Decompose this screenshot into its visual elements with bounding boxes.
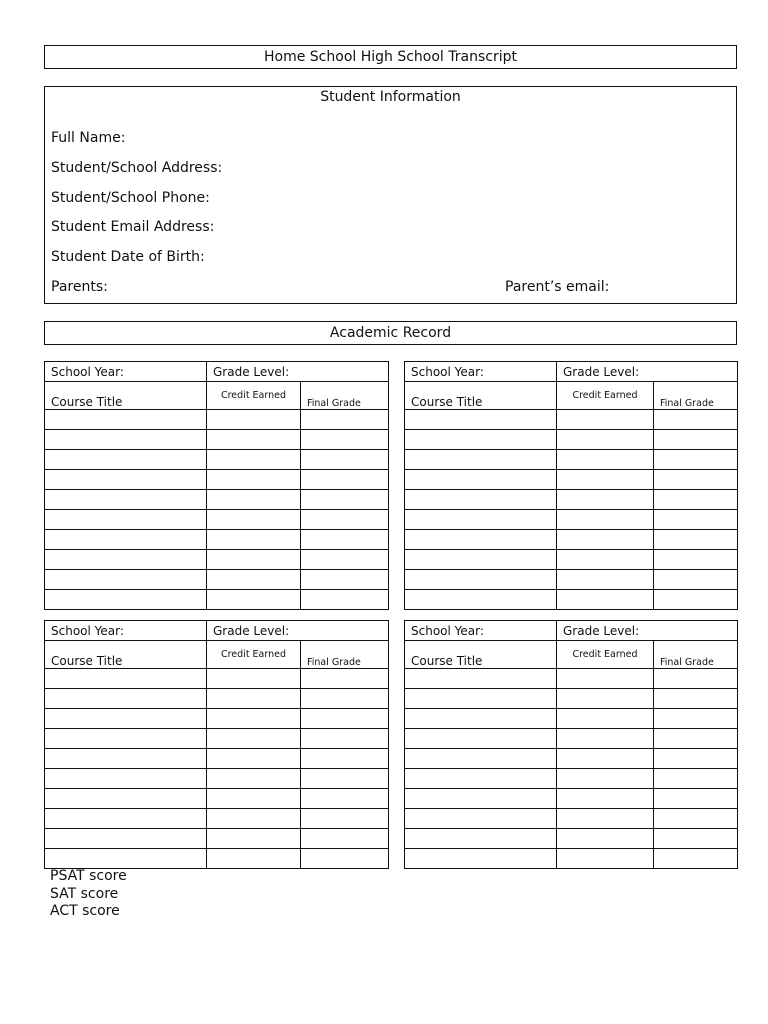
course-cell[interactable]: [45, 809, 207, 829]
course-title-header: Course Title: [45, 382, 207, 410]
credit-earned-header: Credit Earned: [207, 641, 301, 669]
course-cell[interactable]: [405, 590, 557, 610]
course-cell[interactable]: [45, 530, 207, 550]
final-grade-header: Final Grade: [301, 641, 389, 669]
grade-cell[interactable]: [301, 490, 389, 510]
credit-cell[interactable]: [557, 789, 654, 809]
psat-score-label: PSAT score: [50, 868, 127, 884]
grade-level-label: Grade Level:: [557, 621, 738, 641]
credit-cell[interactable]: [207, 590, 301, 610]
course-cell[interactable]: [45, 550, 207, 570]
address-label: Student/School Address:: [51, 160, 223, 176]
credit-cell[interactable]: [207, 410, 301, 430]
final-grade-header: Final Grade: [654, 641, 738, 669]
grade-cell[interactable]: [654, 849, 738, 869]
course-cell[interactable]: [45, 849, 207, 869]
credit-cell[interactable]: [207, 689, 301, 709]
course-cell[interactable]: [405, 410, 557, 430]
course-cell[interactable]: [45, 410, 207, 430]
grade-cell[interactable]: [301, 550, 389, 570]
grade-cell[interactable]: [654, 789, 738, 809]
course-cell[interactable]: [405, 550, 557, 570]
credit-cell[interactable]: [207, 530, 301, 550]
grade-cell[interactable]: [654, 709, 738, 729]
year-table-1: [44, 361, 389, 610]
year-table-3: [44, 620, 389, 869]
grade-cell[interactable]: [654, 470, 738, 490]
school-year-label: School Year:: [405, 621, 557, 641]
course-cell[interactable]: [45, 689, 207, 709]
course-cell[interactable]: [45, 789, 207, 809]
grade-cell[interactable]: [301, 769, 389, 789]
grade-cell[interactable]: [654, 550, 738, 570]
grade-cell[interactable]: [654, 590, 738, 610]
student-information-heading: Student Information: [320, 89, 461, 105]
email-label: Student Email Address:: [51, 219, 215, 235]
course-cell[interactable]: [405, 570, 557, 590]
school-year-label: School Year:: [405, 362, 557, 382]
grade-cell[interactable]: [301, 470, 389, 490]
grade-cell[interactable]: [301, 510, 389, 530]
grade-level-label: Grade Level:: [207, 362, 389, 382]
grade-cell[interactable]: [301, 689, 389, 709]
final-grade-header: Final Grade: [654, 382, 738, 410]
grade-cell[interactable]: [301, 749, 389, 769]
grade-cell[interactable]: [654, 570, 738, 590]
parents-label: Parents:: [51, 279, 108, 295]
credit-cell[interactable]: [557, 590, 654, 610]
school-year-label: School Year:: [45, 621, 207, 641]
credit-cell[interactable]: [557, 709, 654, 729]
course-cell[interactable]: [45, 749, 207, 769]
credit-earned-header: Credit Earned: [207, 382, 301, 410]
school-year-label: School Year:: [45, 362, 207, 382]
credit-cell[interactable]: [557, 570, 654, 590]
credit-cell[interactable]: [207, 729, 301, 749]
course-cell[interactable]: [45, 769, 207, 789]
course-cell[interactable]: [405, 829, 557, 849]
year-table-4: [404, 620, 738, 869]
credit-cell[interactable]: [207, 769, 301, 789]
credit-cell[interactable]: [207, 470, 301, 490]
credit-cell[interactable]: [557, 430, 654, 450]
year-table-2: [404, 361, 738, 610]
course-cell[interactable]: [45, 430, 207, 450]
course-cell[interactable]: [405, 470, 557, 490]
course-cell[interactable]: [45, 709, 207, 729]
credit-cell[interactable]: [207, 849, 301, 869]
course-cell[interactable]: [45, 490, 207, 510]
credit-cell[interactable]: [557, 510, 654, 530]
credit-cell[interactable]: [557, 829, 654, 849]
credit-cell[interactable]: [557, 550, 654, 570]
credit-cell[interactable]: [557, 849, 654, 869]
credit-cell[interactable]: [207, 430, 301, 450]
credit-cell[interactable]: [207, 450, 301, 470]
credit-cell[interactable]: [207, 709, 301, 729]
credit-cell[interactable]: [207, 789, 301, 809]
test-scores: [50, 868, 127, 921]
grade-cell[interactable]: [301, 530, 389, 550]
course-cell[interactable]: [45, 729, 207, 749]
grade-cell[interactable]: [654, 769, 738, 789]
grade-cell[interactable]: [301, 590, 389, 610]
course-cell[interactable]: [405, 490, 557, 510]
credit-cell[interactable]: [557, 749, 654, 769]
credit-cell[interactable]: [207, 809, 301, 829]
course-cell[interactable]: [405, 789, 557, 809]
grade-cell[interactable]: [654, 490, 738, 510]
grade-cell[interactable]: [654, 729, 738, 749]
grade-level-label: Grade Level:: [207, 621, 389, 641]
credit-earned-header: Credit Earned: [557, 382, 654, 410]
full-name-label: Full Name:: [51, 130, 126, 146]
course-cell[interactable]: [45, 829, 207, 849]
credit-cell[interactable]: [557, 689, 654, 709]
course-cell[interactable]: [405, 749, 557, 769]
grade-cell[interactable]: [301, 669, 389, 689]
course-cell[interactable]: [405, 809, 557, 829]
course-cell[interactable]: [405, 729, 557, 749]
credit-cell[interactable]: [207, 570, 301, 590]
course-title-header: Course Title: [405, 382, 557, 410]
credit-cell[interactable]: [207, 550, 301, 570]
credit-cell[interactable]: [557, 530, 654, 550]
grade-level-label: Grade Level:: [557, 362, 738, 382]
act-score-label: ACT score: [50, 903, 120, 919]
course-cell[interactable]: [405, 669, 557, 689]
course-cell[interactable]: [405, 689, 557, 709]
academic-record-heading: Academic Record: [44, 321, 737, 345]
credit-cell[interactable]: [557, 450, 654, 470]
course-cell[interactable]: [45, 669, 207, 689]
grade-cell[interactable]: [654, 410, 738, 430]
grade-cell[interactable]: [301, 729, 389, 749]
course-cell[interactable]: [405, 450, 557, 470]
sat-score-label: SAT score: [50, 885, 119, 902]
grade-cell[interactable]: [654, 809, 738, 829]
grade-cell[interactable]: [654, 430, 738, 450]
grade-cell[interactable]: [654, 749, 738, 769]
grade-cell[interactable]: [301, 430, 389, 450]
course-cell[interactable]: [405, 510, 557, 530]
course-title-header: Course Title: [45, 641, 207, 669]
credit-cell[interactable]: [557, 769, 654, 789]
student-information-section: [44, 86, 737, 304]
grade-cell[interactable]: [301, 809, 389, 829]
credit-cell[interactable]: [207, 490, 301, 510]
transcript-title: Home School High School Transcript: [44, 45, 737, 69]
credit-cell[interactable]: [207, 829, 301, 849]
grade-cell[interactable]: [301, 450, 389, 470]
course-cell[interactable]: [45, 510, 207, 530]
course-cell[interactable]: [405, 769, 557, 789]
grade-cell[interactable]: [654, 829, 738, 849]
parent-email-label: Parent’s email:: [505, 279, 610, 295]
credit-cell[interactable]: [207, 749, 301, 769]
dob-label: Student Date of Birth:: [51, 249, 205, 265]
credit-cell[interactable]: [557, 809, 654, 829]
final-grade-header: Final Grade: [301, 382, 389, 410]
course-cell[interactable]: [405, 530, 557, 550]
credit-cell[interactable]: [557, 490, 654, 510]
credit-cell[interactable]: [557, 470, 654, 490]
course-cell[interactable]: [45, 450, 207, 470]
grade-cell[interactable]: [301, 570, 389, 590]
credit-cell[interactable]: [207, 669, 301, 689]
credit-cell[interactable]: [207, 510, 301, 530]
grade-cell[interactable]: [301, 849, 389, 869]
grade-cell[interactable]: [654, 669, 738, 689]
grade-cell[interactable]: [301, 709, 389, 729]
course-cell[interactable]: [45, 570, 207, 590]
grade-cell[interactable]: [654, 450, 738, 470]
grade-cell[interactable]: [654, 530, 738, 550]
course-cell[interactable]: [405, 709, 557, 729]
course-cell[interactable]: [45, 590, 207, 610]
credit-cell[interactable]: [557, 669, 654, 689]
course-cell[interactable]: [405, 430, 557, 450]
grade-cell[interactable]: [301, 789, 389, 809]
grade-cell[interactable]: [654, 689, 738, 709]
grade-cell[interactable]: [301, 829, 389, 849]
grade-cell[interactable]: [654, 510, 738, 530]
course-title-header: Course Title: [405, 641, 557, 669]
credit-cell[interactable]: [557, 410, 654, 430]
course-cell[interactable]: [405, 849, 557, 869]
phone-label: Student/School Phone:: [51, 190, 210, 206]
course-cell[interactable]: [45, 470, 207, 490]
grade-cell[interactable]: [301, 410, 389, 430]
credit-cell[interactable]: [557, 729, 654, 749]
credit-earned-header: Credit Earned: [557, 641, 654, 669]
